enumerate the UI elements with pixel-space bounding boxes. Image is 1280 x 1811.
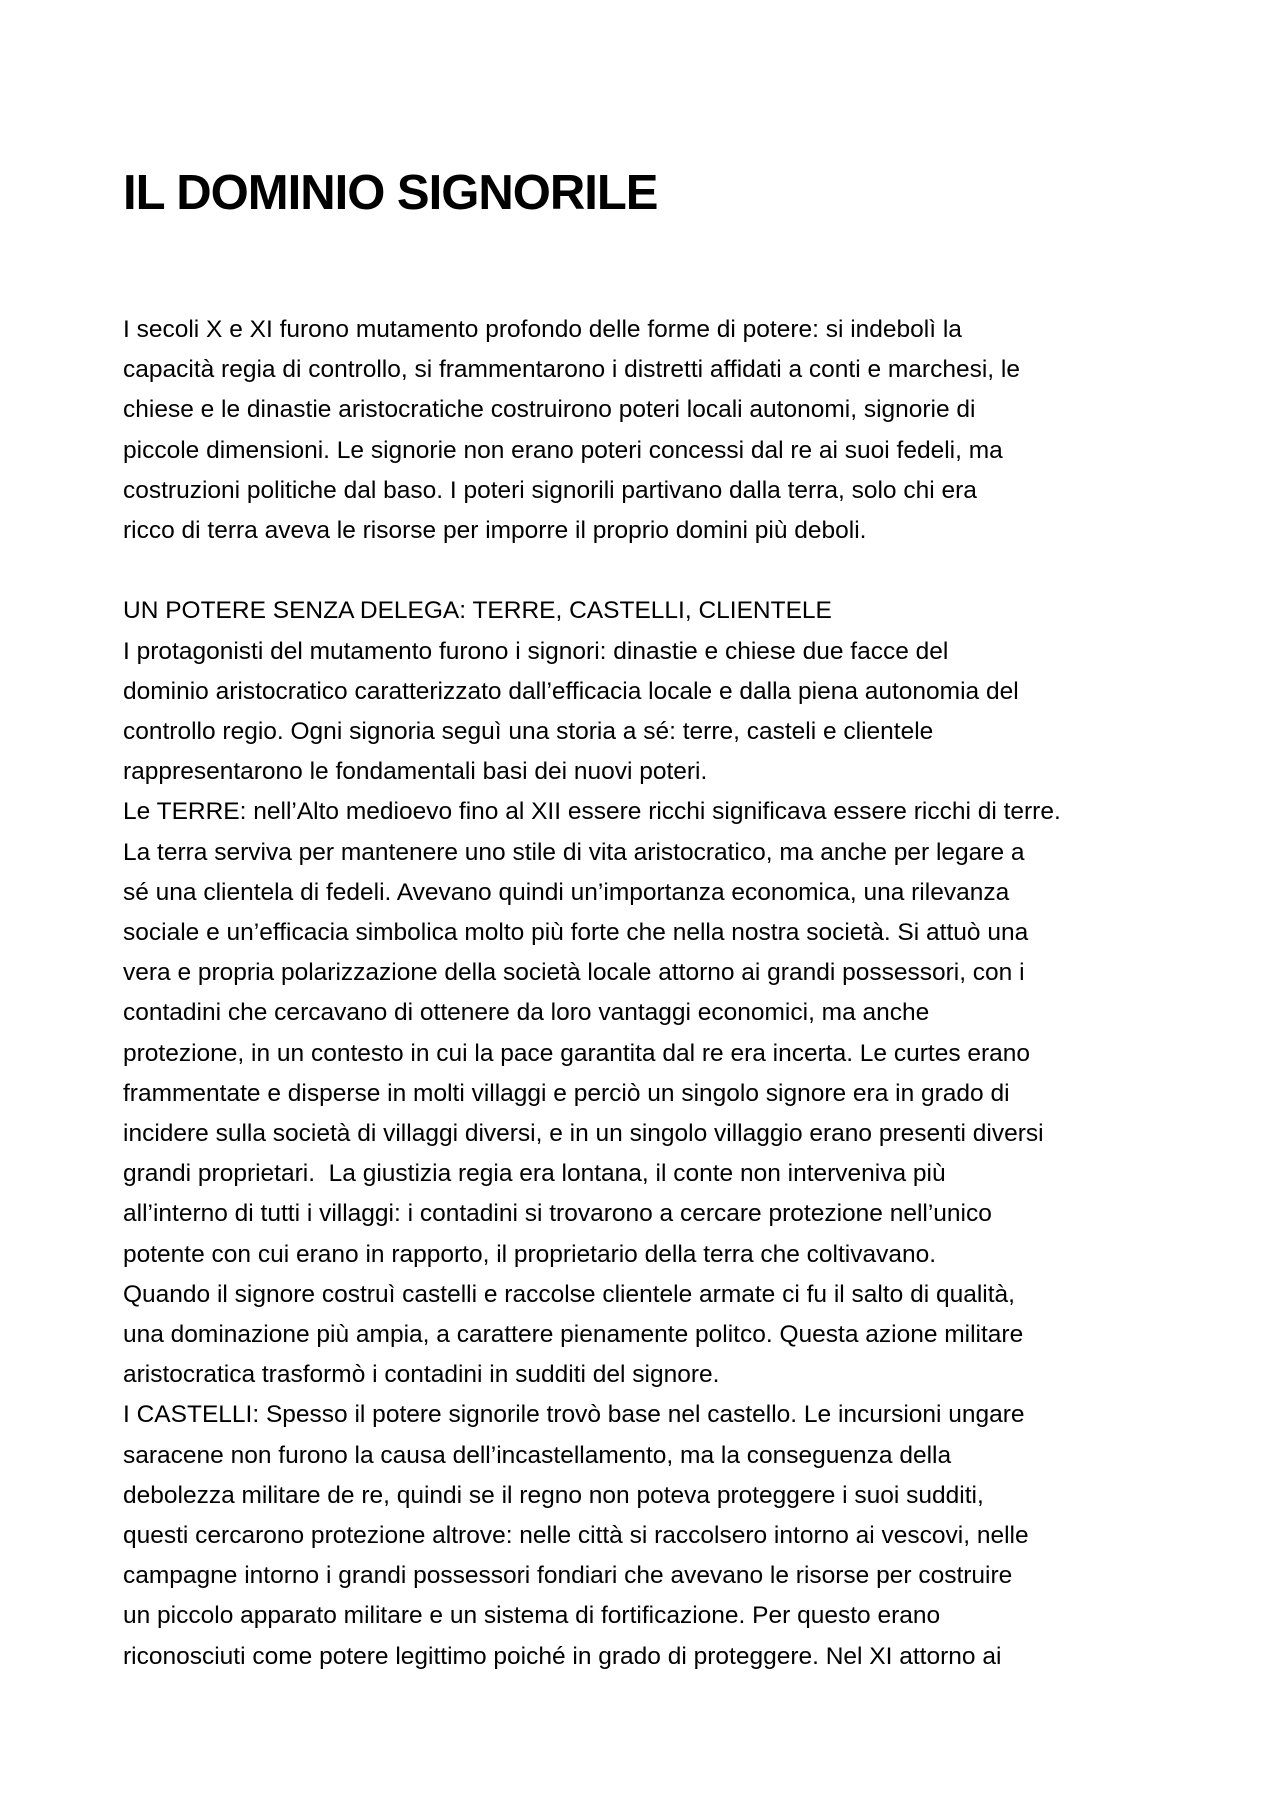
section-line: I protagonisti del mutamento furono i signori: dinastie e chiese due facce del [123, 637, 949, 665]
section-heading: UN POTERE SENZA DELEGA: TERRE, CASTELLI, CLIENTELE [123, 597, 832, 625]
intro-line: ricco di terra aveva le risorse per imporre il proprio domini più deboli. [123, 517, 867, 545]
section-line: vera e propria polarizzazione della società locale attorno ai grandi possessori, con i [123, 959, 1025, 987]
section-line: protezione, in un contesto in cui la pace garantita dal re era incerta. Le curtes erano [123, 1039, 1031, 1067]
section-line: Le TERRE: nell’Alto medioevo fino al XII essere ricchi significava essere ricchi di terre. [123, 798, 1061, 826]
section-line: dominio aristocratico caratterizzato dall’efficacia locale e dalla piena autonomia del [123, 677, 1019, 705]
section-line: frammentate e disperse in molti villaggi e perciò un singolo signore era in grado di [123, 1079, 1010, 1107]
section-line: sociale e un’efficacia simbolica molto più forte che nella nostra società. Si attuò una [123, 919, 1029, 947]
section-line: Quando il signore costruì castelli e raccolse clientele armate ci fu il salto di qualità, [123, 1280, 1015, 1308]
section-line: grandi proprietari. La giustizia regia era lontana, il conte non interveniva più [123, 1160, 946, 1188]
section-line: potente con cui erano in rapporto, il proprietario della terra che coltivavano. [123, 1240, 937, 1268]
section-line: I CASTELLI: Spesso il potere signorile trovò base nel castello. Le incursioni ungare [123, 1401, 1025, 1429]
paragraph-spacer [123, 551, 1183, 591]
intro-line: chiese e le dinastie aristocratiche costruirono poteri locali autonomi, signorie di [123, 396, 976, 424]
intro-line: capacità regia di controllo, si frammentarono i distretti affidati a conti e marchesi, le [123, 356, 1020, 384]
section-line: questi cercarono protezione altrove: nelle città si raccolsero intorno ai vescovi, nelle [123, 1522, 1029, 1550]
section-line: La terra serviva per mantenere uno stile di vita aristocratico, ma anche per legare a [123, 838, 1025, 866]
document-body [123, 310, 1183, 1677]
section-line: debolezza militare de re, quindi se il regno non poteva proteggere i suoi sudditi, [123, 1481, 984, 1509]
section-line: campagne intorno i grandi possessori fondiari che avevano le risorse per costruire [123, 1562, 1013, 1590]
intro-line: costruzioni politiche dal baso. I poteri signorili partivano dalla terra, solo chi era [123, 476, 977, 504]
section-line: rappresentarono le fondamentali basi dei nuovi poteri. [123, 758, 708, 786]
document-title: IL DOMINIO SIGNORILE [123, 166, 658, 220]
section-line: saracene non furono la causa dell’incastellamento, ma la conseguenza della [123, 1441, 952, 1469]
section-line: all’interno di tutti i villaggi: i contadini si trovarono a cercare protezione nell’unico [123, 1200, 992, 1228]
section-line: contadini che cercavano di ottenere da loro vantaggi economici, ma anche [123, 999, 930, 1027]
section-line: incidere sulla società di villaggi diversi, e in un singolo villaggio erano presenti diversi [123, 1120, 1044, 1148]
section-line: riconosciuti come potere legittimo poiché in grado di proteggere. Nel XI attorno ai [123, 1642, 1002, 1670]
section-line: aristocratica trasformò i contadini in sudditi del signore. [123, 1361, 720, 1389]
section-line: un piccolo apparato militare e un sistema di fortificazione. Per questo erano [123, 1602, 941, 1630]
section-line: una dominazione più ampia, a carattere pienamente politco. Questa azione militare [123, 1321, 1024, 1349]
section-line: sé una clientela di fedeli. Avevano quindi un’importanza economica, una rilevanza [123, 878, 1010, 906]
intro-line: I secoli X e XI furono mutamento profondo delle forme di potere: si indebolì la [123, 316, 962, 343]
section-line: controllo regio. Ogni signoria seguì una storia a sé: terre, casteli e clientele [123, 718, 934, 746]
intro-line: piccole dimensioni. Le signorie non erano poteri concessi dal re ai suoi fedeli, ma [123, 436, 1003, 464]
